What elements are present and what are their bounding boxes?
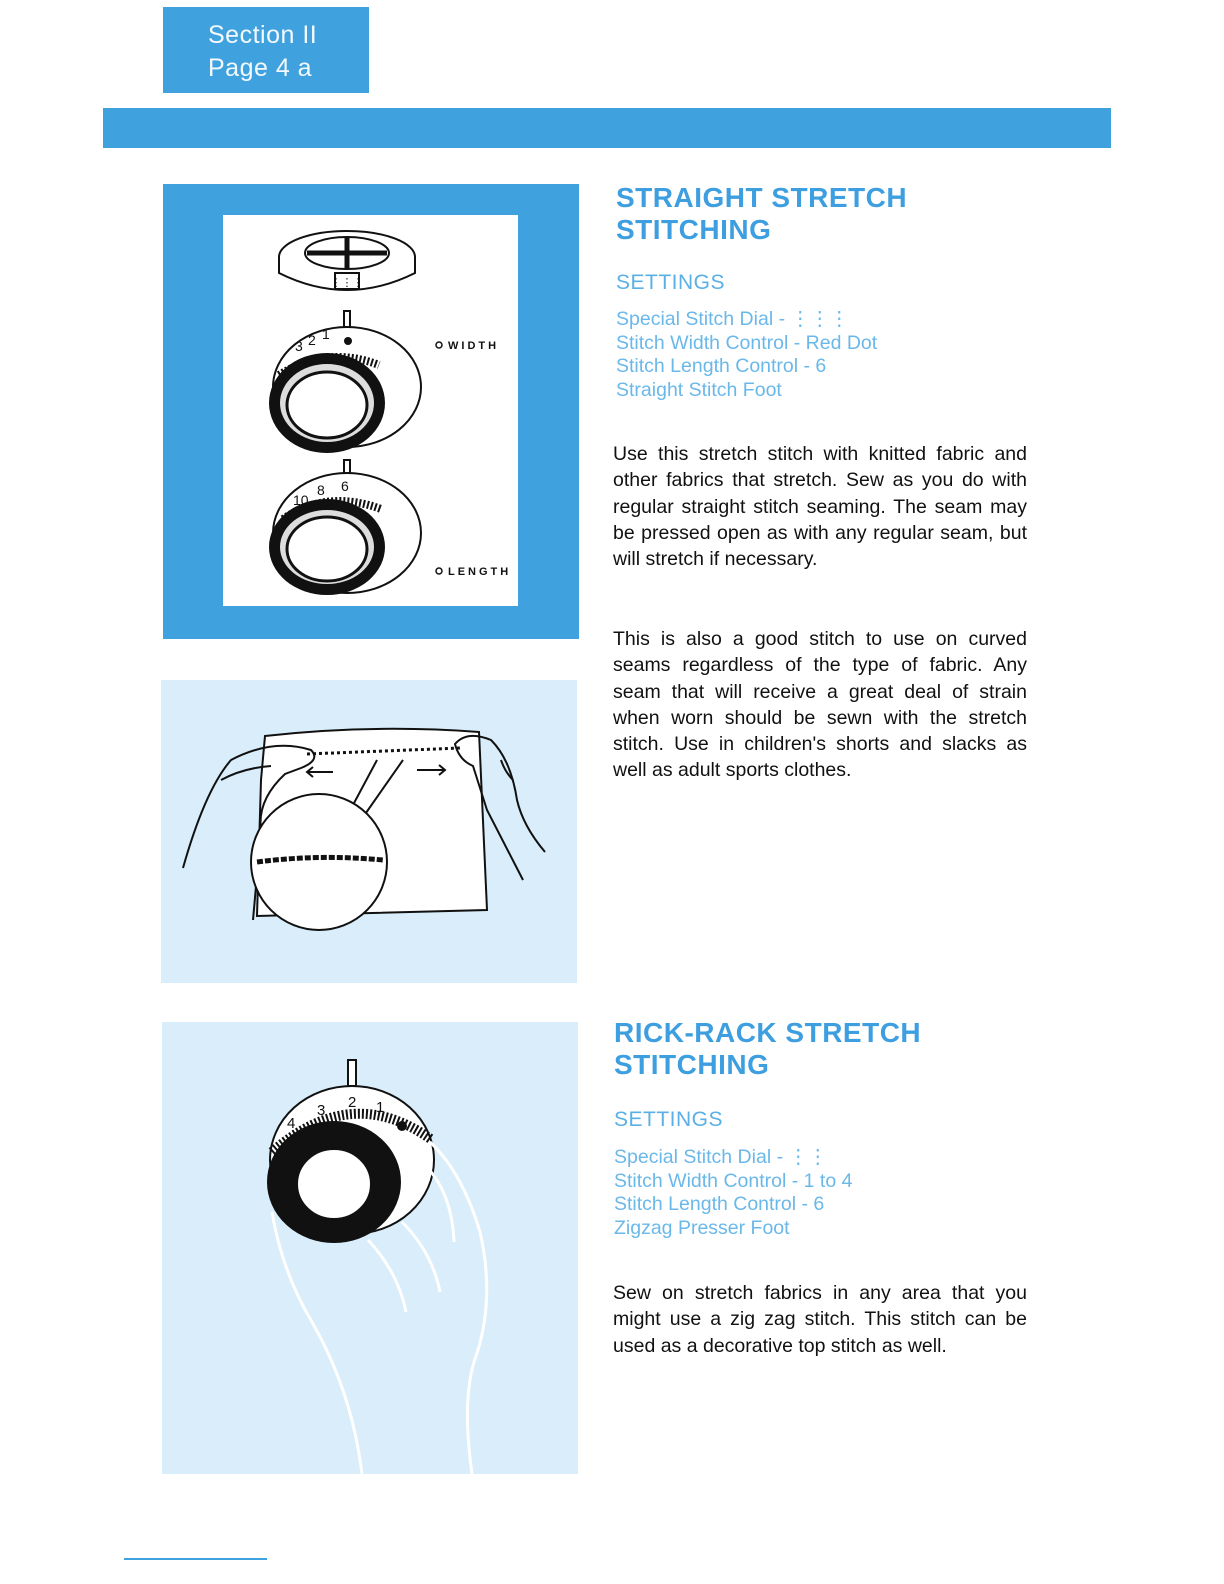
straight-stretch-heading xyxy=(616,182,907,246)
settings-item: Stitch Length Control - 6 xyxy=(614,1193,825,1216)
straight-settings-list xyxy=(616,308,877,402)
heading-line: STITCHING xyxy=(616,214,772,245)
svg-text:WIDTH: WIDTH xyxy=(448,340,500,352)
section-label: Section II xyxy=(208,21,318,49)
special-stitch-dial-icon xyxy=(279,231,415,290)
dials-illustration xyxy=(223,215,518,606)
width-dial-number: 2 xyxy=(308,332,316,348)
width-dial-number: 1 xyxy=(322,326,330,342)
rickrack-dial-panel xyxy=(162,1022,578,1474)
header-bar xyxy=(103,108,1111,148)
footer-rule xyxy=(124,1558,267,1560)
rickrack-settings-label: SETTINGS xyxy=(614,1108,724,1131)
rickrack-dial-number: 4 xyxy=(287,1115,296,1132)
settings-item: Special Stitch Dial - ⋮⋮⋮ xyxy=(616,308,849,330)
straight-paragraph: This is also a good stitch to use on curved seams regardless of the type of fabric. Any seam that will receive a great deal of strain when worn should be sewn with the stretch stitch. Use in children's shorts and slacks as well as adult sports clothes. xyxy=(613,628,1027,782)
settings-item: Stitch Length Control - 6 xyxy=(616,355,827,378)
svg-text:⋮⋮⋮: ⋮⋮⋮ xyxy=(330,276,364,289)
dials-illustration-panel xyxy=(163,184,579,639)
rickrack-dial-number: 1 xyxy=(376,1099,385,1116)
heading-line: STRAIGHT STRETCH xyxy=(616,182,908,213)
rickrack-paragraph: Sew on stretch fabrics in any area that you might use a zig zag stitch. This stitch can be used as a decorative top stitch as well. xyxy=(613,1282,1027,1357)
straight-settings-label: SETTINGS xyxy=(616,271,726,294)
settings-item: Stitch Width Control - 1 to 4 xyxy=(614,1169,853,1192)
rickrack-dial-illustration xyxy=(162,1022,578,1474)
width-dial-number: 3 xyxy=(295,338,303,354)
heading-line: RICK-RACK STRETCH xyxy=(614,1017,922,1048)
section-tab xyxy=(163,7,369,93)
svg-text:LENGTH: LENGTH xyxy=(448,566,512,578)
settings-item: Stitch Width Control - Red Dot xyxy=(616,331,878,354)
rickrack-settings-list xyxy=(614,1146,852,1240)
dials-drawing xyxy=(223,215,518,606)
page-number: Page 4 a xyxy=(208,54,313,82)
heading-line: STITCHING xyxy=(614,1049,770,1080)
rickrack-dial-number: 3 xyxy=(317,1102,326,1119)
length-dial-number: 10 xyxy=(293,492,309,508)
settings-item: Straight Stitch Foot xyxy=(616,378,782,401)
rickrack-dial-number: 2 xyxy=(348,1094,357,1111)
rickrack-stretch-heading xyxy=(614,1017,921,1081)
length-dial-icon xyxy=(269,460,421,595)
straight-paragraph: Use this stretch stitch with knitted fabric and other fabrics that stretch. Sew as you do with regular straight stitch seaming. The seam may be pressed open as with any regular seam, but will stretch if necessary. xyxy=(613,443,1027,571)
hands-stretching-fabric-illustration xyxy=(161,680,577,983)
settings-item: Special Stitch Dial - ⋮⋮ xyxy=(614,1146,828,1168)
length-label xyxy=(436,566,511,578)
settings-item: Zigzag Presser Foot xyxy=(614,1216,790,1239)
hands-stretching-fabric-panel xyxy=(161,680,577,983)
length-dial-number: 6 xyxy=(341,478,349,494)
width-label xyxy=(436,340,499,352)
width-dial-icon xyxy=(269,311,421,453)
length-dial-number: 8 xyxy=(317,482,325,498)
